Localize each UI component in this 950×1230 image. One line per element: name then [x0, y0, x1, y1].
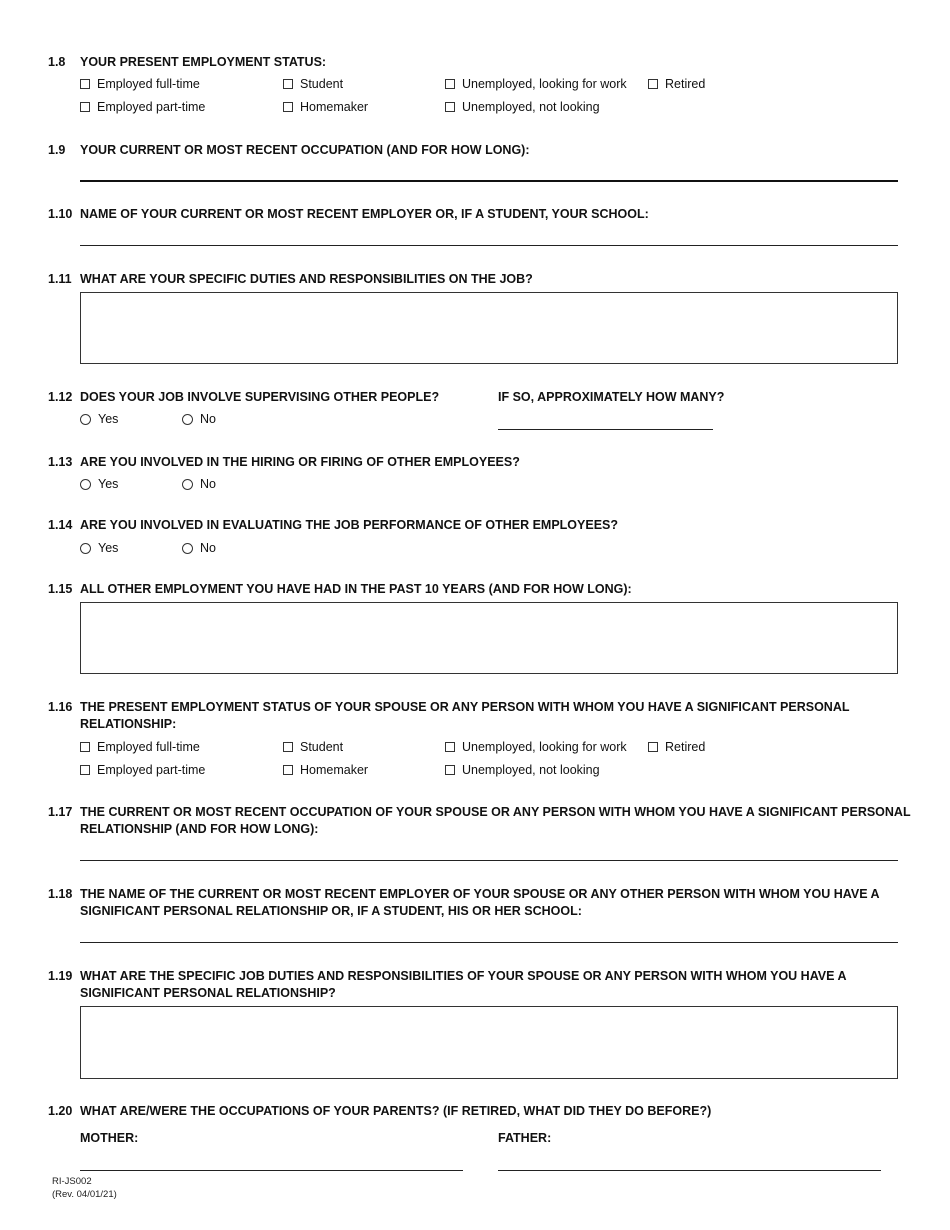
q1-14-option-no[interactable]: No — [182, 541, 216, 555]
q1-17-number: 1.17 — [48, 805, 73, 819]
checkbox-icon[interactable] — [80, 742, 90, 752]
checkbox-icon[interactable] — [283, 79, 293, 89]
q1-8-question: YOUR PRESENT EMPLOYMENT STATUS: — [80, 55, 327, 69]
q1-10-answer-line[interactable] — [80, 245, 898, 246]
q1-8-option-unemployed-looking[interactable]: Unemployed, looking for work — [445, 77, 627, 91]
q1-14-question: ARE YOU INVOLVED IN EVALUATING THE JOB PERFORMANCE OF OTHER EMPLOYEES? — [80, 518, 619, 532]
q1-8-number: 1.8 — [48, 55, 66, 69]
q1-20-mother-answer-line[interactable] — [80, 1170, 463, 1171]
q1-18-question-line1: THE NAME OF THE CURRENT OR MOST RECENT EMPLOYER OF YOUR SPOUSE OR ANY OTHER PERSON WITH WHOM YOU HAVE A — [80, 887, 880, 901]
checkbox-icon[interactable] — [445, 765, 455, 775]
q1-16-option-unemployed-looking[interactable]: Unemployed, looking for work — [445, 740, 627, 754]
checkbox-icon[interactable] — [80, 765, 90, 775]
checkbox-icon[interactable] — [445, 79, 455, 89]
q1-20-father-answer-line[interactable] — [498, 1170, 881, 1171]
q1-16-option-homemaker[interactable]: Homemaker — [283, 763, 368, 777]
q1-20-father-label: FATHER: — [498, 1131, 552, 1145]
q1-8-option-student[interactable]: Student — [283, 77, 343, 91]
q1-19-answer-box[interactable] — [80, 1006, 898, 1079]
radio-icon[interactable] — [80, 543, 91, 554]
radio-icon[interactable] — [182, 414, 193, 425]
q1-16-number: 1.16 — [48, 700, 73, 714]
q1-11-number: 1.11 — [48, 272, 72, 286]
q1-19-number: 1.19 — [48, 969, 73, 983]
form-revision: (Rev. 04/01/21) — [52, 1189, 117, 1200]
q1-12-number: 1.12 — [48, 390, 73, 404]
checkbox-icon[interactable] — [283, 742, 293, 752]
q1-13-question: ARE YOU INVOLVED IN THE HIRING OR FIRING OF OTHER EMPLOYEES? — [80, 455, 520, 469]
q1-9-answer-line[interactable] — [80, 180, 898, 182]
q1-8-option-homemaker[interactable]: Homemaker — [283, 100, 368, 114]
q1-19-question-line2: SIGNIFICANT PERSONAL RELATIONSHIP? — [80, 986, 336, 1000]
checkbox-icon[interactable] — [283, 765, 293, 775]
q1-8-option-unemployed-not-looking[interactable]: Unemployed, not looking — [445, 100, 600, 114]
q1-14-number: 1.14 — [48, 518, 73, 532]
checkbox-icon[interactable] — [80, 102, 90, 112]
q1-9-number: 1.9 — [48, 143, 66, 157]
q1-10-number: 1.10 — [48, 207, 73, 221]
q1-13-number: 1.13 — [48, 455, 73, 469]
radio-icon[interactable] — [80, 479, 91, 490]
q1-16-option-part-time[interactable]: Employed part-time — [80, 763, 205, 777]
q1-15-answer-box[interactable] — [80, 602, 898, 674]
q1-11-answer-box[interactable] — [80, 292, 898, 364]
q1-16-question-line1: THE PRESENT EMPLOYMENT STATUS OF YOUR SPOUSE OR ANY PERSON WITH WHOM YOU HAVE A SIGNIFICANT PERSONAL — [80, 700, 850, 714]
q1-8-option-retired[interactable]: Retired — [648, 77, 705, 91]
q1-12-question: DOES YOUR JOB INVOLVE SUPERVISING OTHER PEOPLE? — [80, 390, 440, 404]
q1-18-number: 1.18 — [48, 887, 73, 901]
q1-18-answer-line[interactable] — [80, 942, 898, 943]
q1-12-followup-question: IF SO, APPROXIMATELY HOW MANY? — [498, 390, 725, 404]
checkbox-icon[interactable] — [283, 102, 293, 112]
q1-8-option-full-time[interactable]: Employed full-time — [80, 77, 200, 91]
q1-14-option-yes[interactable]: Yes — [80, 541, 118, 555]
q1-15-question: ALL OTHER EMPLOYMENT YOU HAVE HAD IN THE PAST 10 YEARS (AND FOR HOW LONG): — [80, 582, 632, 596]
q1-11-question: WHAT ARE YOUR SPECIFIC DUTIES AND RESPONSIBILITIES ON THE JOB? — [80, 272, 533, 286]
q1-17-answer-line[interactable] — [80, 860, 898, 861]
q1-12-count-line[interactable] — [498, 429, 713, 430]
checkbox-icon[interactable] — [80, 79, 90, 89]
checkbox-icon[interactable] — [445, 102, 455, 112]
radio-icon[interactable] — [182, 543, 193, 554]
checkbox-icon[interactable] — [648, 79, 658, 89]
q1-16-option-retired[interactable]: Retired — [648, 740, 705, 754]
q1-12-option-yes[interactable]: Yes — [80, 412, 118, 426]
q1-19-question-line1: WHAT ARE THE SPECIFIC JOB DUTIES AND RESPONSIBILITIES OF YOUR SPOUSE OR ANY PERSON WITH WHOM YOU HAVE A — [80, 969, 847, 983]
q1-15-number: 1.15 — [48, 582, 73, 596]
q1-16-option-full-time[interactable]: Employed full-time — [80, 740, 200, 754]
q1-12-option-no[interactable]: No — [182, 412, 216, 426]
q1-16-question-line2: RELATIONSHIP: — [80, 717, 177, 731]
checkbox-icon[interactable] — [648, 742, 658, 752]
q1-16-option-student[interactable]: Student — [283, 740, 343, 754]
q1-17-question-line1: THE CURRENT OR MOST RECENT OCCUPATION OF YOUR SPOUSE OR ANY PERSON WITH WHOM YOU HAVE A SIGNIFICANT PERSONAL — [80, 805, 911, 819]
q1-20-mother-label: MOTHER: — [80, 1131, 139, 1145]
q1-10-question: NAME OF YOUR CURRENT OR MOST RECENT EMPLOYER OR, IF A STUDENT, YOUR SCHOOL: — [80, 207, 649, 221]
q1-20-number: 1.20 — [48, 1104, 73, 1118]
q1-13-option-no[interactable]: No — [182, 477, 216, 491]
form-id: RI-JS002 — [52, 1176, 92, 1187]
q1-20-question: WHAT ARE/WERE THE OCCUPATIONS OF YOUR PARENTS? (IF RETIRED, WHAT DID THEY DO BEFORE?) — [80, 1104, 712, 1118]
radio-icon[interactable] — [182, 479, 193, 490]
q1-17-question-line2: RELATIONSHIP (AND FOR HOW LONG): — [80, 822, 319, 836]
q1-13-option-yes[interactable]: Yes — [80, 477, 118, 491]
checkbox-icon[interactable] — [445, 742, 455, 752]
q1-18-question-line2: SIGNIFICANT PERSONAL RELATIONSHIP OR, IF A STUDENT, HIS OR HER SCHOOL: — [80, 904, 582, 918]
q1-9-question: YOUR CURRENT OR MOST RECENT OCCUPATION (AND FOR HOW LONG): — [80, 143, 530, 157]
q1-16-option-unemployed-not-looking[interactable]: Unemployed, not looking — [445, 763, 600, 777]
radio-icon[interactable] — [80, 414, 91, 425]
q1-8-option-part-time[interactable]: Employed part-time — [80, 100, 205, 114]
